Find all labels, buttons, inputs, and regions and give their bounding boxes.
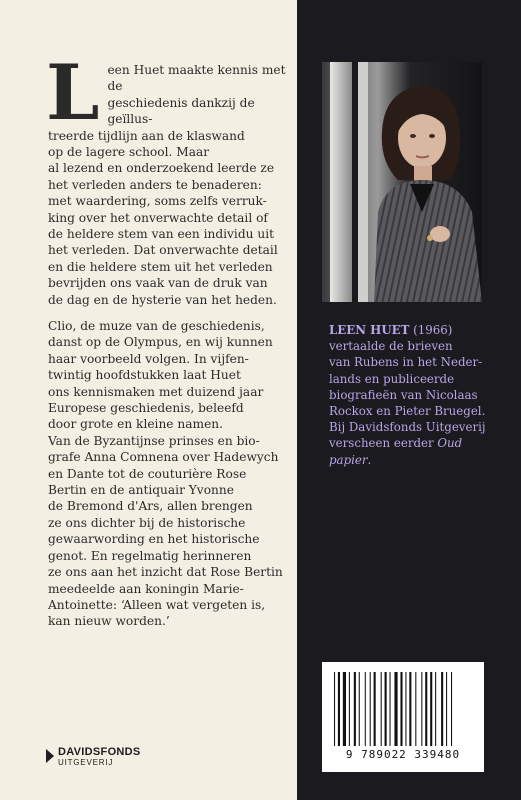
bio-line: biografieën van Nicolaas	[329, 387, 478, 402]
publisher-logo	[46, 746, 166, 776]
text-line: een Huet maakte kennis met de	[107, 63, 286, 94]
text-line: Bertin en de antiquair Yvonne	[48, 483, 234, 498]
text-line: grafe Anna Comnena over Hadewych	[48, 450, 279, 465]
text-line: op de lagere school. Maar	[48, 145, 210, 160]
text-line: treerde tijdlijn aan de klaswand	[48, 128, 245, 143]
text-line: Clio, de muze van de geschiedenis,	[48, 319, 265, 333]
book-title-part2: papier	[329, 452, 368, 467]
text-line: ze ons aan het inzicht dat Rose Bertin	[48, 565, 283, 580]
summary-paragraph	[48, 318, 288, 630]
text-line: Europese geschiedenis, beleefd	[48, 401, 244, 416]
barcode-bar	[400, 672, 402, 746]
text-line: ons kennismaken met duizend jaar	[48, 384, 264, 399]
text-line: king over het onverwachte detail of	[48, 210, 268, 225]
text-line: haar voorbeeld volgen. In vijfen-	[48, 351, 249, 366]
barcode-bar	[334, 672, 335, 746]
bio-line: van Rubens in het Neder-	[329, 355, 483, 370]
barcode-bar	[354, 672, 356, 746]
barcode	[332, 672, 474, 746]
barcode-bar	[359, 672, 360, 746]
barcode-label	[322, 662, 484, 772]
text-line: de dag en de hysterie van het heden.	[48, 292, 277, 307]
bio-line: vertaalde de brieven	[329, 339, 453, 354]
barcode-bar	[415, 672, 416, 746]
bio-line: Rockox en Pieter Bruegel.	[329, 404, 486, 419]
intro-paragraph	[46, 48, 288, 308]
barcode-bar	[370, 672, 371, 746]
barcode-bar	[349, 672, 350, 746]
text-line: de heldere stem van een individu uit	[48, 227, 274, 242]
bio-period: .	[367, 452, 372, 467]
text-line: kan nieuw worden.’	[48, 614, 170, 629]
drop-cap: L	[46, 48, 100, 137]
text-line: genot. En regelmatig herinneren	[48, 548, 252, 563]
barcode-bar	[435, 672, 436, 746]
barcode-bar	[385, 672, 387, 746]
publisher-subtitle: UITGEVERIJ	[58, 758, 114, 767]
publisher-name: DAVIDSFONDS	[58, 746, 141, 758]
barcode-bar	[425, 672, 427, 746]
barcode-bar	[390, 672, 391, 746]
text-line: met waardering, soms zelfs verruk-	[48, 194, 267, 209]
publisher-mark-icon	[46, 749, 54, 763]
book-title-part1: Oud	[437, 436, 463, 451]
text-line: ze ons dichter bij de historische	[48, 515, 246, 530]
barcode-bar	[451, 672, 452, 746]
text-line: Antoinette: ‘Alleen wat vergeten is,	[48, 597, 266, 612]
text-line: het verleden anders te benaderen:	[48, 177, 262, 192]
author-bio	[329, 322, 489, 468]
barcode-bar	[365, 672, 366, 746]
barcode-bar	[421, 672, 422, 746]
text-line: het verleden. Dat onverwachte detail	[48, 243, 278, 258]
barcode-bar	[394, 672, 397, 746]
bio-line: Bij Davidsfonds Uitgeverij	[329, 420, 486, 435]
text-line: Van de Byzantijnse prinses en bio-	[48, 433, 260, 448]
text-line: de Bremond d'Ars, allen brengen	[48, 499, 253, 514]
barcode-bar	[381, 672, 382, 746]
text-line: bevrijden ons vaak van de druk van	[48, 276, 268, 291]
text-line: gewaarwording en het historische	[48, 532, 260, 547]
barcode-bar	[446, 672, 447, 746]
text-line: al lezend en onderzoekend leerde ze	[48, 161, 275, 176]
text-line: geschiedenis dankzij de geïllus-	[107, 95, 255, 127]
author-photo	[322, 62, 482, 302]
barcode-bar	[343, 672, 346, 746]
bio-line: lands en publiceerde	[329, 371, 455, 386]
barcode-bar	[430, 672, 432, 746]
text-line: danst op de Olympus, en wij kunnen	[48, 335, 273, 350]
author-years: (1966)	[409, 323, 453, 337]
barcode-bar	[374, 672, 376, 746]
isbn-number: 9 789022 339480	[345, 748, 461, 761]
text-line: meedeelde aan koningin Marie-	[48, 581, 244, 596]
barcode-bar	[338, 672, 340, 746]
text-line: en Dante tot de couturière Rose	[48, 466, 247, 481]
barcode-bar	[409, 672, 411, 746]
bio-line: verscheen eerder	[329, 436, 438, 451]
author-name: LEEN HUET	[329, 323, 410, 337]
text-line: door grote en kleine namen.	[48, 417, 223, 432]
text-line: twintig hoofdstukken laat Huet	[48, 368, 241, 383]
barcode-bar	[405, 672, 406, 746]
text-line: en die heldere stem uit het verleden	[48, 259, 273, 274]
barcode-bar	[441, 672, 443, 746]
